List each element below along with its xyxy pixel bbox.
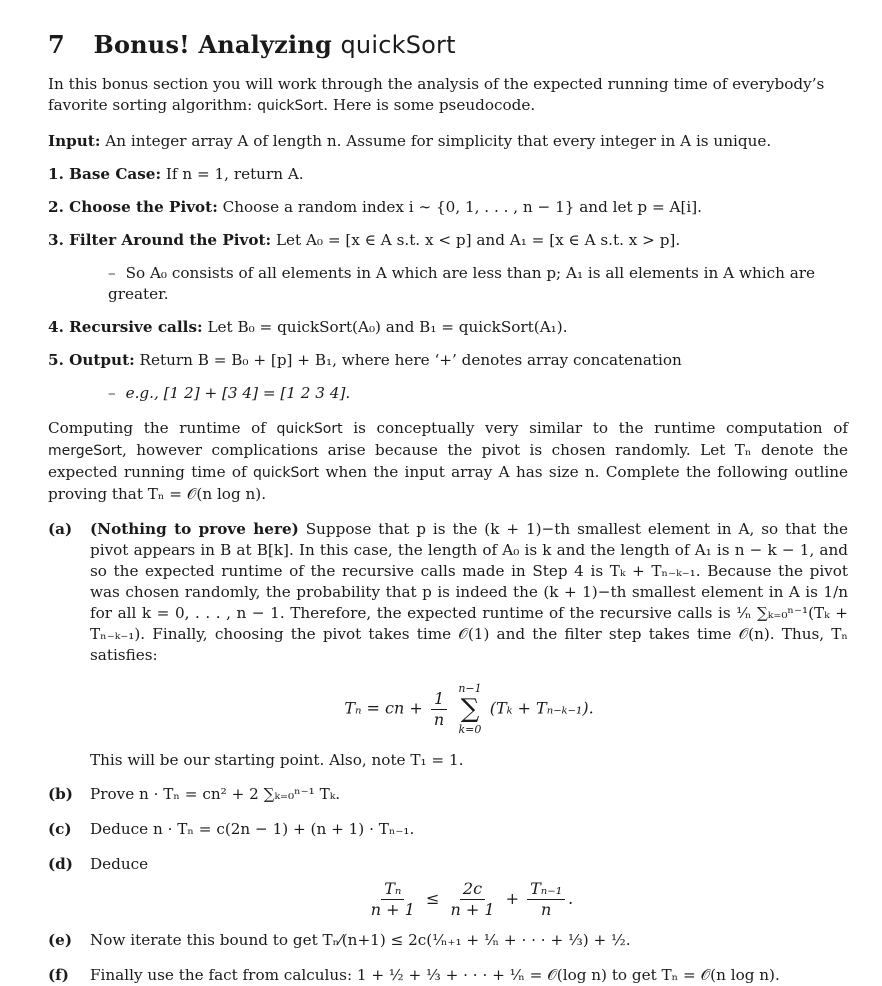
computing-text-b: is conceptually very similar to the runtime computation of (342, 419, 848, 437)
step-1 (48, 164, 848, 185)
step-3-label: 3. Filter Around the Pivot: (48, 231, 272, 249)
step-2-text: Choose a random index i ∼ {0, 1, . . . , n − 1} and let p = A[i]. (222, 198, 702, 216)
step-5-text: Return B = B₀ + [p] + B₁, where here ‘+’ denotes array concatenation (139, 351, 682, 369)
part-f-label: (f) (48, 966, 69, 984)
part-d-label: (d) (48, 855, 73, 873)
computing-paragraph (48, 418, 848, 505)
input-label: Input: (48, 132, 101, 150)
sum-upper-limit: n−1 (458, 682, 482, 695)
input-line (48, 131, 848, 152)
fraction-denominator: n + 1 (450, 900, 495, 919)
part-c-label: (c) (48, 820, 72, 838)
fraction-numerator: 1 (431, 689, 447, 710)
step-4-text: Let B₀ = quickSort(A₀) and B₁ = quickSort(A₁). (207, 318, 568, 336)
part-f-text: Finally use the fact from calculus: 1 + ½ + ⅓ + · · · + ¹⁄ₙ = 𝒪(log n) to get Tₙ = 𝒪(n log n). (90, 966, 780, 984)
intro-text-b: . Here is some pseudocode. (323, 96, 536, 114)
step-5 (48, 350, 848, 371)
part-d (48, 854, 848, 920)
computing-text-a: Computing the runtime of (48, 419, 277, 437)
equation-rhs: (Tₖ + Tₙ₋ₖ₋₁). (489, 698, 594, 718)
inequality-fraction-2 (447, 879, 497, 920)
inequality-equation (90, 879, 848, 920)
step-1-text: If n = 1, return A. (165, 165, 304, 183)
part-a-label: (a) (48, 520, 73, 538)
fraction-denominator: n + 1 (370, 900, 415, 919)
fraction-denominator: n (433, 709, 445, 729)
sigma-symbol: ∑ (460, 694, 480, 724)
part-e-text: Now iterate this bound to get Tₙ⁄(n+1) ≤ 2c(¹⁄ₙ₊₁ + ¹⁄ₙ + · · · + ⅓) + ½. (90, 931, 631, 949)
part-a-text: Suppose that p is the (k + 1)−th smallest element in A, so that the pivot appears in B at B[k]. In this case, the length of A₀ is k and the length of A₁ is n − k − 1, and so the expected runtime of the recursive calls made in Step 4 is Tₖ + Tₙ₋ₖ₋₁. Because the pivot was chosen randomly, the probability that p is indeed the (k + 1)−th smallest element in A is 1/n for all k = 0, . . . , n − 1. Therefore, the expected runtime of the recursive calls is ¹⁄ₙ ∑ₖ₌₀ⁿ⁻¹(Tₖ + Tₙ₋ₖ₋₁). Finally, choosing the pivot takes time 𝒪(1) and the filter step takes time 𝒪(n). Thus, Tₙ satisfies: (90, 520, 848, 664)
step-3-note-text: So A₀ consists of all elements in A which are less than p; A₁ is all elements in A which are greater. (108, 264, 816, 303)
bullet-dash: – (108, 384, 116, 402)
step-3 (48, 230, 848, 251)
equation-fraction (431, 689, 447, 730)
step-4-label: 4. Recursive calls: (48, 318, 203, 336)
part-b-text: Prove n · Tₙ = cn² + 2 ∑ₖ₌₀ⁿ⁻¹ Tₖ. (90, 785, 341, 803)
step-5-example-text: e.g., [1 2] + [3 4] = [1 2 3 4]. (125, 384, 351, 402)
section-title-prefix: Bonus! Analyzing (93, 30, 332, 59)
part-c-text: Deduce n · Tₙ = c(2n − 1) + (n + 1) · Tₙ₋₁. (90, 820, 415, 838)
step-5-example (108, 383, 848, 404)
part-b (48, 784, 848, 805)
part-f (48, 965, 848, 986)
part-b-label: (b) (48, 785, 73, 803)
section-title (48, 30, 848, 59)
part-a (48, 519, 848, 771)
step-1-label: 1. Base Case: (48, 165, 162, 183)
summation (458, 682, 481, 736)
intro-paragraph (48, 74, 848, 117)
part-c (48, 819, 848, 840)
computing-text-d: when the input array A has size n. Complete the following outline proving that Tₙ = 𝒪(n log n). (48, 463, 848, 503)
intro-algo-name: quickSort (257, 98, 324, 114)
part-e (48, 930, 848, 951)
bullet-dash: – (108, 264, 116, 282)
step-3-text: Let A₀ = [x ∈ A s.t. x < p] and A₁ = [x ∈ A s.t. x > p]. (275, 231, 681, 249)
sum-lower-limit: k=0 (458, 723, 482, 736)
equation-period: . (568, 889, 574, 908)
plus-operator: + (505, 889, 519, 908)
step-4 (48, 317, 848, 338)
computing-text-c: , however complications arise because the pivot is chosen randomly. Let Tₙ denote the expected running time of (48, 441, 848, 481)
intro-text-a: In this bonus section you will work through the analysis of the expected running time of everybody’s favorite sorting algorithm: (48, 75, 825, 114)
step-5-label: 5. Output: (48, 351, 135, 369)
step-2 (48, 197, 848, 218)
algo-name-quicksort: quickSort (252, 465, 320, 481)
recurrence-equation (90, 682, 848, 736)
part-d-text: Deduce (90, 855, 149, 873)
part-a-after: This will be our starting point. Also, note T₁ = 1. (90, 751, 464, 769)
document-page (48, 30, 848, 986)
step-3-note (108, 263, 848, 305)
part-e-label: (e) (48, 931, 73, 949)
fraction-numerator: Tₙ₋₁ (527, 879, 565, 900)
inequality-fraction-1 (368, 879, 418, 920)
input-text: An integer array A of length n. Assume for simplicity that every integer in A is unique. (105, 132, 772, 150)
inequality-fraction-3 (527, 879, 565, 920)
fraction-numerator: Tₙ (381, 879, 404, 900)
part-a-heading: (Nothing to prove here) (90, 520, 299, 538)
section-number: 7 (48, 30, 65, 59)
equation-lhs: Tₙ = cn + (344, 698, 423, 718)
section-title-algo: quickSort (340, 31, 456, 59)
algo-name-mergesort: mergeSort (48, 443, 122, 459)
algo-name-quicksort: quickSort (276, 421, 343, 437)
leq-operator: ≤ (425, 889, 440, 908)
fraction-denominator: n (540, 900, 552, 919)
fraction-numerator: 2c (460, 879, 485, 900)
step-2-label: 2. Choose the Pivot: (48, 198, 218, 216)
